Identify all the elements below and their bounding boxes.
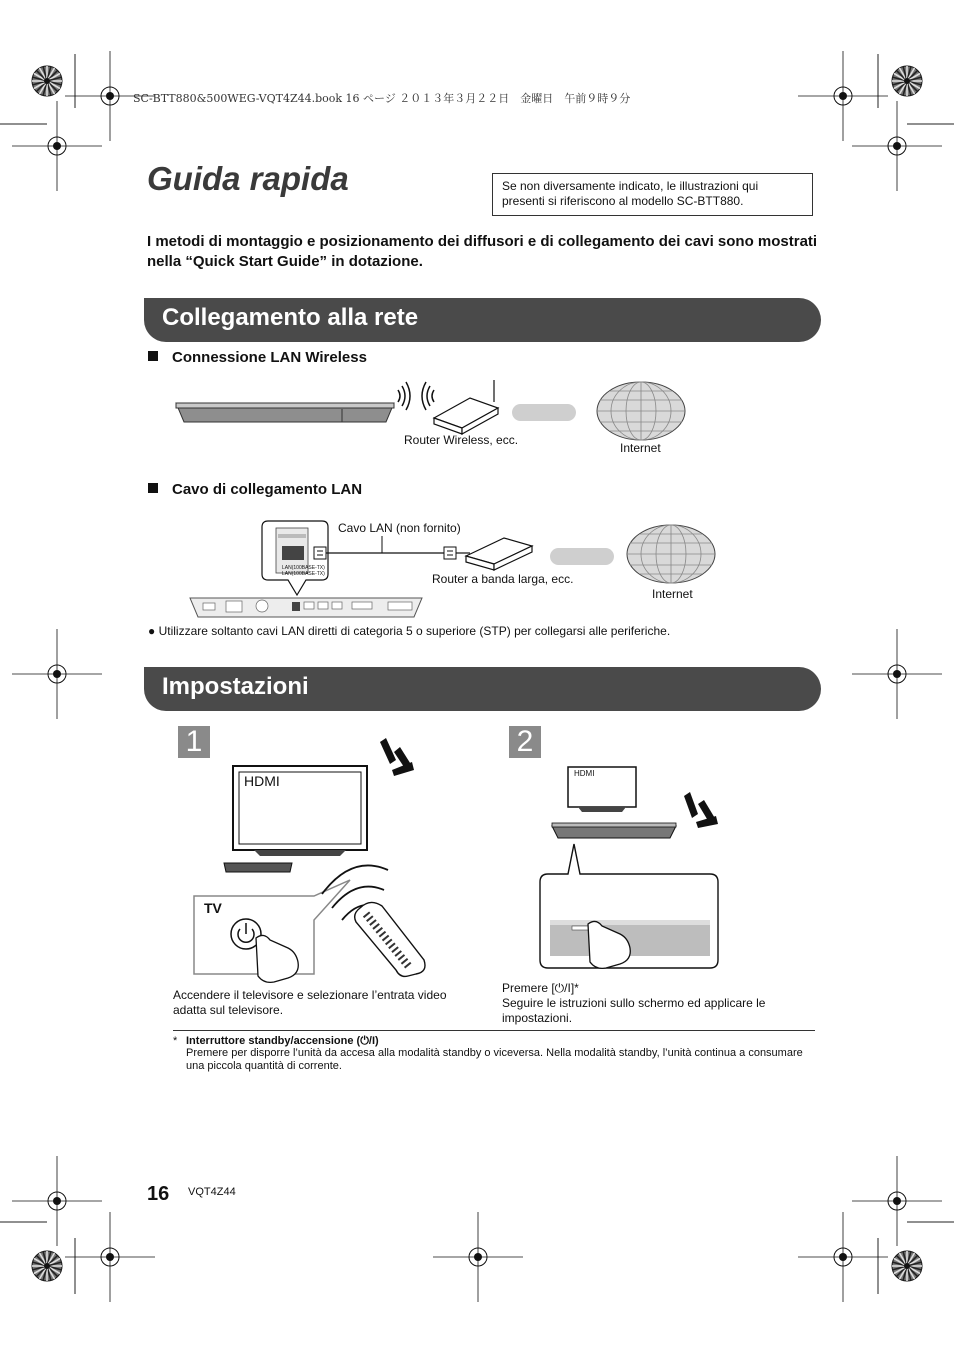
square-bullet-icon <box>148 351 158 361</box>
print-header: SC-BTT880&500WEG-VQT4Z44.book 16 ページ ２０１３年３月２２日 金曜日 午前９時９分 <box>133 92 631 105</box>
lan-cable-bullet-text: Utilizzare soltanto cavi LAN diretti di categoria 5 o superiore (STP) per collegarsi alle periferiche. <box>158 624 671 638</box>
page-number: 16 <box>147 1183 170 1205</box>
rosette-icon <box>892 1251 922 1281</box>
step-1-caption: Accendere il televisore e selezionare l’entrata video adatta sul televisore. <box>173 988 447 1017</box>
subheading-wireless-label: Connessione LAN Wireless <box>172 349 367 366</box>
subheading-wireless <box>148 349 367 366</box>
footnote-marker: * <box>173 1035 178 1047</box>
step-2-caption-line1: Premere [⏻/I]* <box>502 981 579 995</box>
cable-internet-label: Internet <box>652 587 693 601</box>
lan-cable-bullet <box>148 624 670 638</box>
step-2-illustration <box>0 730 954 990</box>
document-code: VQT4Z44 <box>188 1186 236 1198</box>
wireless-internet-label: Internet <box>620 441 661 455</box>
step-1-screen-label: HDMI <box>244 773 280 789</box>
rosette-icon <box>892 66 922 96</box>
broadband-router-label: Router a banda larga, ecc. <box>432 572 574 586</box>
tv-label: TV <box>204 900 222 916</box>
connection-pill <box>512 404 576 421</box>
broadband-router-icon <box>466 538 532 570</box>
subheading-cable <box>148 481 362 498</box>
player-device-icon <box>552 823 676 838</box>
port-label-1: LAN(100BASE-TX) <box>282 565 325 571</box>
subheading-cable-label: Cavo di collegamento LAN <box>172 481 363 498</box>
intro-text: I metodi di montaggio e posizionamento dei diffusori e di collegamento dei cavi sono mostrati nella “Quick Start Guide” in dotazione. <box>147 233 818 270</box>
rear-panel-icon <box>190 598 422 617</box>
square-bullet-icon <box>148 483 158 493</box>
footnote-text: Premere per disporre l’unità da accesa alla modalità standby o viceversa. Nella modalità standby, l’unità continua a consumare una piccola quantità di corrente. <box>186 1047 803 1072</box>
step-2-caption-line2: Seguire le istruzioni sullo schermo ed applicare le impostazioni. <box>502 996 766 1025</box>
lan-cable-label: Cavo LAN (non fornito) <box>338 521 461 535</box>
section-heading-network: Collegamento alla rete <box>144 298 821 342</box>
internet-globe-icon <box>597 382 685 440</box>
step-1-number: 1 <box>185 725 203 758</box>
internet-globe-icon <box>627 525 715 583</box>
connection-pill <box>550 548 614 565</box>
wireless-router-icon <box>434 380 498 434</box>
signal-flash-icon <box>684 792 718 828</box>
rosette-icon <box>32 66 62 96</box>
rosette-icon <box>32 1251 62 1281</box>
wireless-signal-icon <box>398 382 434 410</box>
model-note-box: Se non diversamente indicato, le illustrazioni qui presenti si riferiscono al modello SC-BTT880. <box>492 173 813 216</box>
bullet-dot-icon: ● <box>148 624 156 638</box>
section-heading-settings: Impostazioni <box>144 667 821 711</box>
step-2-screen-label: HDMI <box>574 769 595 778</box>
footnote-title: Interruttore standby/accensione (⏻/I) <box>186 1035 379 1047</box>
wireless-router-label: Router Wireless, ecc. <box>404 433 519 447</box>
footnote-divider <box>173 1030 815 1031</box>
step-2-number: 2 <box>516 725 534 758</box>
port-label-2: LAN(100BASE-TX) <box>282 571 325 577</box>
page-title: Guida rapida <box>147 160 349 197</box>
